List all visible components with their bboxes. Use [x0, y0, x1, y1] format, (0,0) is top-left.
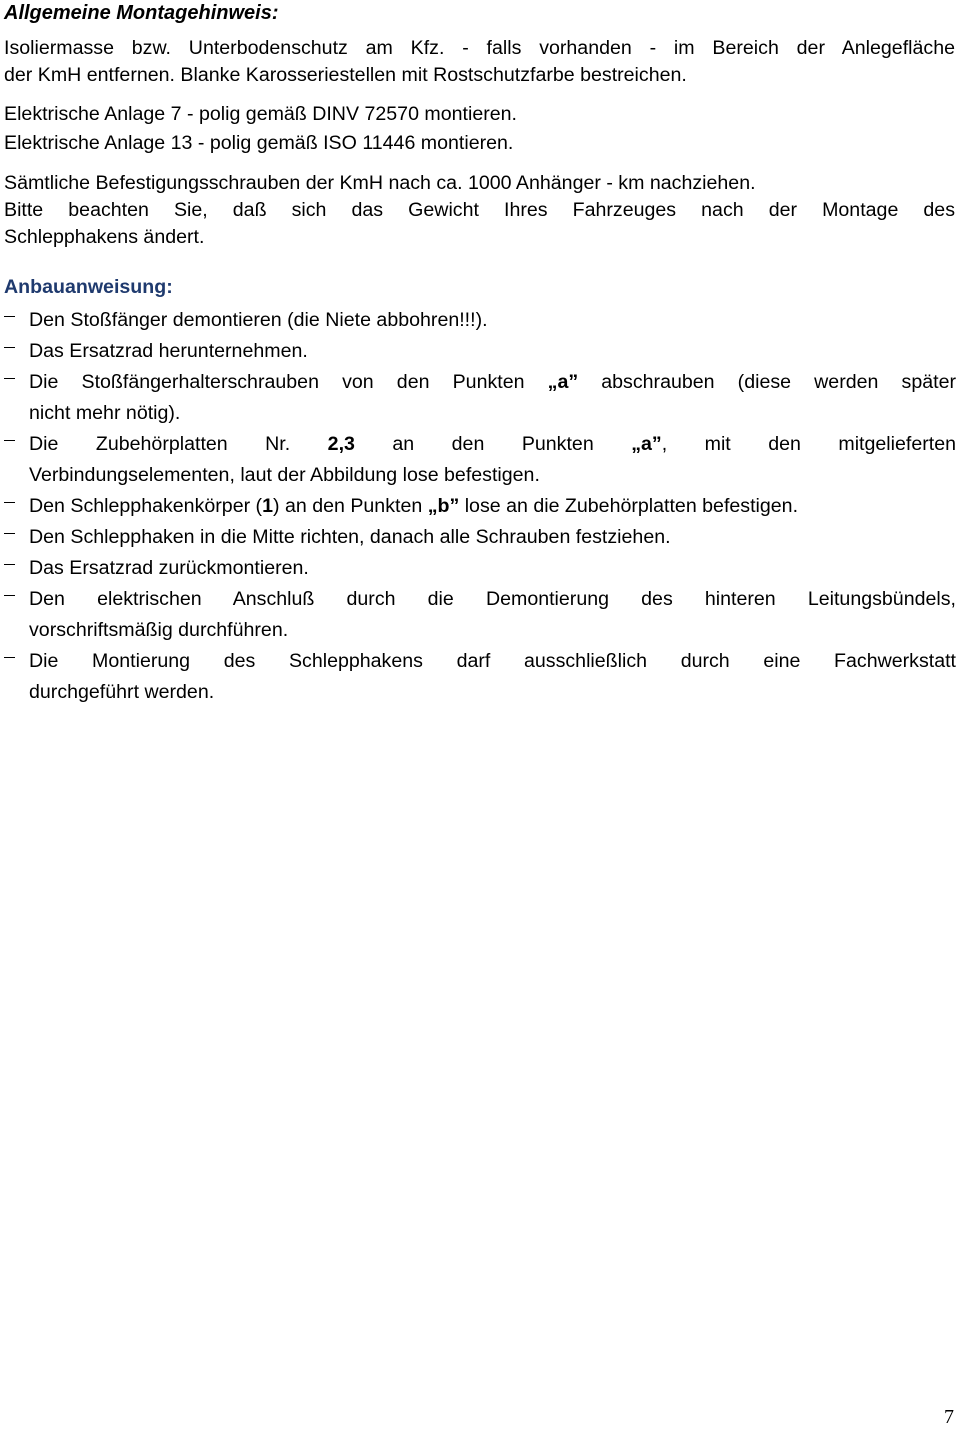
- list-item-text: [29, 646, 956, 708]
- step-4-point-label: „a”: [631, 433, 662, 455]
- dash-bullet: [4, 440, 15, 441]
- dash-bullet: [4, 533, 15, 534]
- step-4-line1: [29, 429, 956, 460]
- step-3-point-label: „a”: [547, 371, 579, 393]
- general-p1-line2: der KmH entfernen. Blanke Karosseriestellen mit Rostschutzfarbe bestreichen.: [4, 64, 687, 86]
- general-p3-line2: Bitte beachten Sie, daß sich das Gewicht Ihres Fahrzeuges nach der Montage des: [4, 199, 955, 221]
- list-item-text: [29, 553, 956, 584]
- step-4-mid: an den Punkten: [354, 433, 632, 455]
- general-p1-line1: Isoliermasse bzw. Unterbodenschutz am Kfz. - falls vorhanden - im Bereich der Anlegefläche: [4, 37, 955, 59]
- section-title: Anbauanweisung:: [4, 276, 173, 298]
- dash-bullet: [4, 316, 15, 317]
- dash-bullet: [4, 564, 15, 565]
- general-heading: Allgemeine Montagehinweis:: [4, 2, 279, 24]
- page-number: 7: [944, 1406, 954, 1428]
- dash-bullet: [4, 657, 15, 658]
- general-p3-line3: Schlepphakens ändert.: [4, 226, 205, 248]
- step-3-line2: nicht mehr nötig).: [29, 402, 181, 424]
- list-item-text: [29, 584, 956, 646]
- step-5-line1: [29, 491, 956, 522]
- general-p3-line1: Sämtliche Befestigungsschrauben der KmH nach ca. 1000 Anhänger - km nachziehen.: [4, 172, 756, 194]
- list-item-text: [29, 367, 956, 429]
- list-item-text: [29, 429, 956, 491]
- step-9-line1: Die Montierung des Schlepphakens darf ausschließlich durch eine Fachwerkstatt: [29, 650, 956, 672]
- step-5-point-label: „b”: [427, 495, 460, 517]
- list-item-text: [29, 336, 956, 367]
- step-9-line2: durchgeführt werden.: [29, 681, 215, 703]
- step-2-text: Das Ersatzrad herunternehmen.: [29, 340, 308, 362]
- step-4-pre: Die Zubehörplatten Nr.: [29, 433, 328, 455]
- list-item-text: [29, 522, 956, 553]
- step-1-text: Den Stoßfänger demontieren (die Niete abbohren!!!).: [29, 309, 488, 331]
- list-item-text: [29, 491, 956, 522]
- step-5-mid: ) an den Punkten: [273, 495, 428, 517]
- step-8-line1: Den elektrischen Anschluß durch die Demontierung des hinteren Leitungsbündels,: [29, 588, 956, 610]
- step-5-part-number: 1: [262, 495, 273, 517]
- dash-bullet: [4, 347, 15, 348]
- step-8-line2: vorschriftsmäßig durchführen.: [29, 619, 289, 641]
- step-5-pre: Den Schlepphakenkörper (: [29, 495, 263, 517]
- step-3-post: abschrauben (diese werden später: [578, 371, 956, 393]
- step-3-pre: Die Stoßfängerhalterschrauben von den Punkten: [29, 371, 548, 393]
- step-3-line1: [29, 367, 956, 398]
- dash-bullet: [4, 378, 15, 379]
- general-p2-line1: Elektrische Anlage 7 - polig gemäß DINV 72570 montieren.: [4, 103, 517, 125]
- step-4-line2: Verbindungselementen, laut der Abbildung lose befestigen.: [29, 464, 540, 486]
- dash-bullet: [4, 502, 15, 503]
- step-7-text: Das Ersatzrad zurückmontieren.: [29, 557, 309, 579]
- step-4-post: , mit den mitgelieferten: [661, 433, 956, 455]
- general-p2-line2: Elektrische Anlage 13 - polig gemäß ISO 11446 montieren.: [4, 132, 514, 154]
- dash-bullet: [4, 595, 15, 596]
- step-6-text: Den Schlepphaken in die Mitte richten, danach alle Schrauben festziehen.: [29, 526, 671, 548]
- step-4-plate-numbers: 2,3: [327, 433, 355, 455]
- list-item-text: [29, 305, 956, 336]
- step-5-post: lose an die Zubehörplatten befestigen.: [459, 495, 799, 517]
